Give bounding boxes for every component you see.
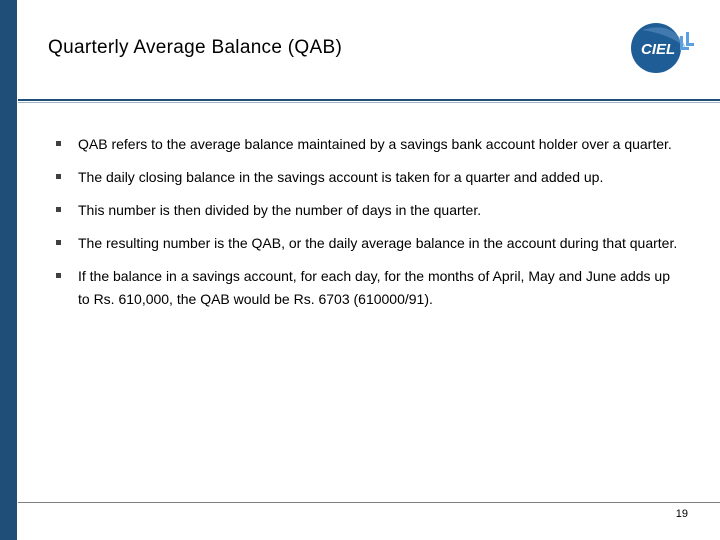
logo-text: CIEL [641, 41, 676, 58]
page-number: 19 [675, 508, 688, 520]
square-bullet-icon [56, 240, 61, 245]
square-bullet-icon [56, 273, 61, 278]
bullet-text: This number is then divided by the number of days in the quarter. [78, 202, 482, 218]
square-bullet-icon [56, 141, 61, 146]
bullet-item [52, 133, 682, 156]
bullet-text: The daily closing balance in the savings account is taken for a quarter and added up. [78, 169, 604, 185]
bullet-item [52, 232, 682, 255]
bullet-item [52, 166, 682, 189]
square-bullet-icon [56, 207, 61, 212]
bullet-text: The resulting number is the QAB, or the daily average balance in the account during that quarter. [78, 235, 678, 251]
company-logo [630, 22, 694, 74]
bullet-item [52, 265, 682, 311]
bullet-item [52, 199, 682, 222]
bullet-list [52, 133, 682, 321]
bullet-text: QAB refers to the average balance maintained by a savings bank account holder over a quarter. [78, 136, 672, 152]
bullet-text: If the balance in a savings account, for each day, for the months of April, May and June adds up to Rs. 610,000, the QAB would be Rs. 6703 (610000/91). [78, 268, 670, 307]
square-bullet-icon [56, 174, 61, 179]
slide-title: Quarterly Average Balance (QAB) [48, 37, 343, 58]
left-accent-bar [0, 0, 17, 540]
footer-divider [18, 502, 720, 503]
title-divider [18, 99, 720, 101]
title-divider-shadow [18, 102, 720, 103]
